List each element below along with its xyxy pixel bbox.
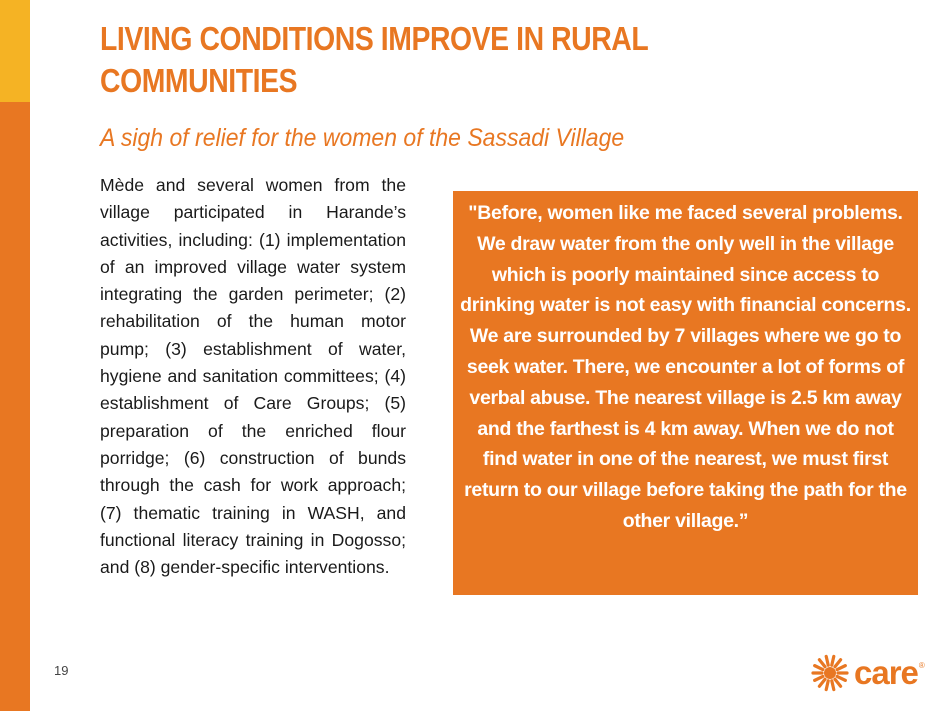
side-bar-yellow bbox=[0, 0, 30, 102]
slide-title: LIVING CONDITIONS IMPROVE IN RURAL COMMUNITIES bbox=[100, 20, 648, 99]
page-number: 19 bbox=[54, 663, 69, 678]
sunburst-ray bbox=[835, 660, 841, 667]
logo-text: care bbox=[854, 654, 918, 691]
sunburst-ray bbox=[835, 679, 841, 686]
slide-subtitle: A sigh of relief for the women of the Sassadi Village bbox=[100, 124, 625, 152]
quote-text: "Before, women like me faced several problems. We draw water from the only well in the village which is poorly maintained since access to drinking water is not easy with financial concerns. We are surrounded by 7 villages where we go to seek water. There, we encounter a lot of forms of verbal abuse. The nearest village is 2.5 km away and the farthest is 4 km away. When we do not find water in one of the nearest, we must first return to our village before taking the path for the other village.” bbox=[460, 202, 911, 532]
body-paragraph: Mède and several women from the village participated in Harande’s activities, including: (1) implementation of an improved village water system integrating the garden perimeter; (2) rehabilitation of the human motor pump; (3) establishment of water, hygiene and sanitation committees; (4) establishment of Care Groups; (5) preparation of the enriched flour porridge; (6) construction of bunds through the cash for work approach; (7) thematic training in WASH, and functional literacy training in Dogosso; and (8) gender-specific interventions. bbox=[100, 175, 406, 578]
registered-mark: ® bbox=[918, 661, 925, 670]
care-sunburst-icon bbox=[810, 653, 850, 693]
sunburst-ray bbox=[819, 660, 825, 667]
sunburst-ray bbox=[837, 676, 845, 680]
sunburst-ray bbox=[832, 681, 834, 690]
quote-box bbox=[453, 191, 918, 595]
care-logo bbox=[810, 653, 925, 693]
sunburst-ray bbox=[837, 666, 845, 670]
sunburst-ray bbox=[826, 656, 828, 665]
sunburst-ray bbox=[815, 676, 823, 680]
sunburst-ray bbox=[826, 681, 828, 690]
sunburst-ray bbox=[815, 666, 823, 670]
sunburst-ray bbox=[832, 656, 834, 665]
side-bar-orange bbox=[0, 102, 30, 711]
sunburst-ray bbox=[819, 679, 825, 686]
